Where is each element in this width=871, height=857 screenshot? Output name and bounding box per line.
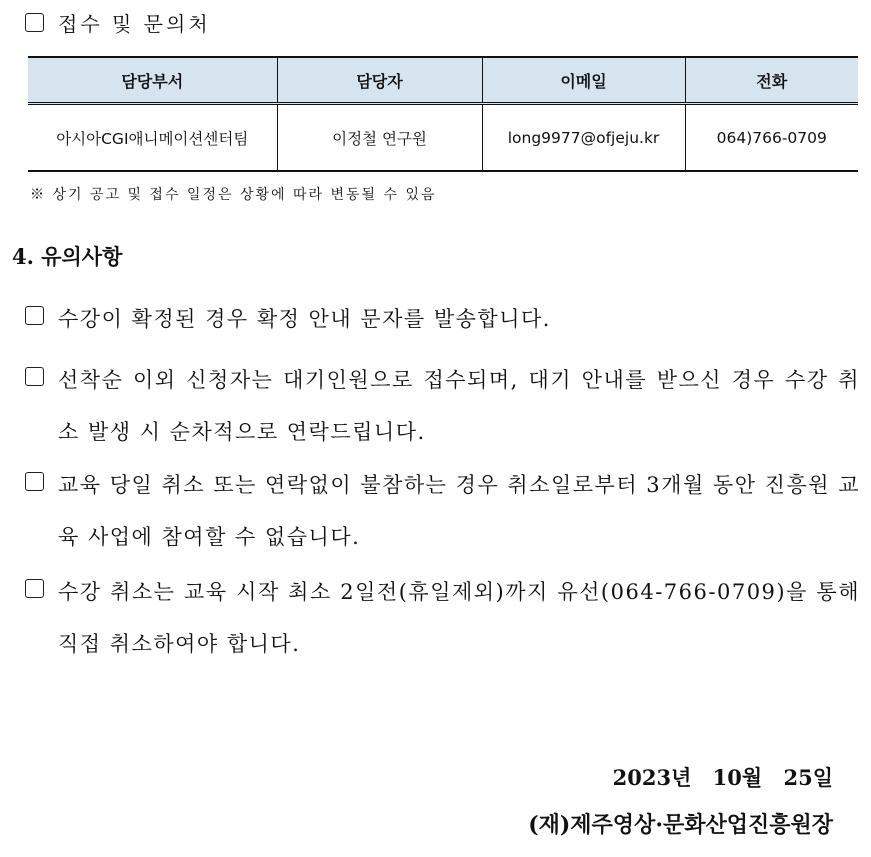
- list-item: [25, 354, 860, 458]
- contact-heading-text: 접수 및 문의처: [58, 12, 211, 36]
- list-item-text: 수강 취소는 교육 시작 최소 2일전(휴일제외)까지 유선(064-766-0709)을 통해 직접 취소하여야 합니다.: [58, 580, 860, 656]
- cell-email[interactable]: long9977@ofjeju.kr: [482, 104, 685, 172]
- column-header-department: 담당부서: [28, 57, 277, 104]
- cell-phone: 064)766-0709: [685, 104, 858, 172]
- schedule-note: ※ 상기 공고 및 접수 일정은 상황에 따라 변동될 수 있음: [30, 187, 437, 203]
- section-title: 4. 유의사항: [12, 244, 123, 269]
- checkbox-icon: [25, 472, 44, 491]
- column-header-manager: 담당자: [277, 57, 482, 104]
- contact-heading: [25, 8, 211, 37]
- list-item-text: 수강이 확정된 경우 확정 안내 문자를 발송합니다.: [58, 307, 551, 331]
- announcement-date: 2023년 10월 25일: [612, 765, 833, 790]
- checkbox-icon: [25, 579, 44, 598]
- column-header-phone: 전화: [685, 57, 858, 104]
- cell-department: 아시아CGI애니메이션센터팀: [28, 104, 277, 172]
- checkbox-icon: [25, 306, 44, 325]
- column-header-email: 이메일: [482, 57, 685, 104]
- table-row: [28, 104, 858, 172]
- checkbox-icon: [25, 367, 44, 386]
- cell-manager: 이정철 연구원: [277, 104, 482, 172]
- contact-table: [28, 56, 858, 172]
- list-item: [25, 566, 860, 670]
- list-item: [25, 459, 860, 563]
- list-item-text: 교육 당일 취소 또는 연락없이 불참하는 경우 취소일로부터 3개월 동안 진흥원 교육 사업에 참여할 수 없습니다.: [58, 473, 860, 549]
- list-item-text: 선착순 이외 신청자는 대기인원으로 접수되며, 대기 안내를 받으신 경우 수강 취소 발생 시 순차적으로 연락드립니다.: [58, 368, 860, 444]
- table-header-row: [28, 57, 858, 104]
- organization-name: (재)제주영상·문화산업진흥원장: [528, 812, 833, 838]
- checkbox-icon: [25, 13, 44, 32]
- list-item: [25, 293, 860, 345]
